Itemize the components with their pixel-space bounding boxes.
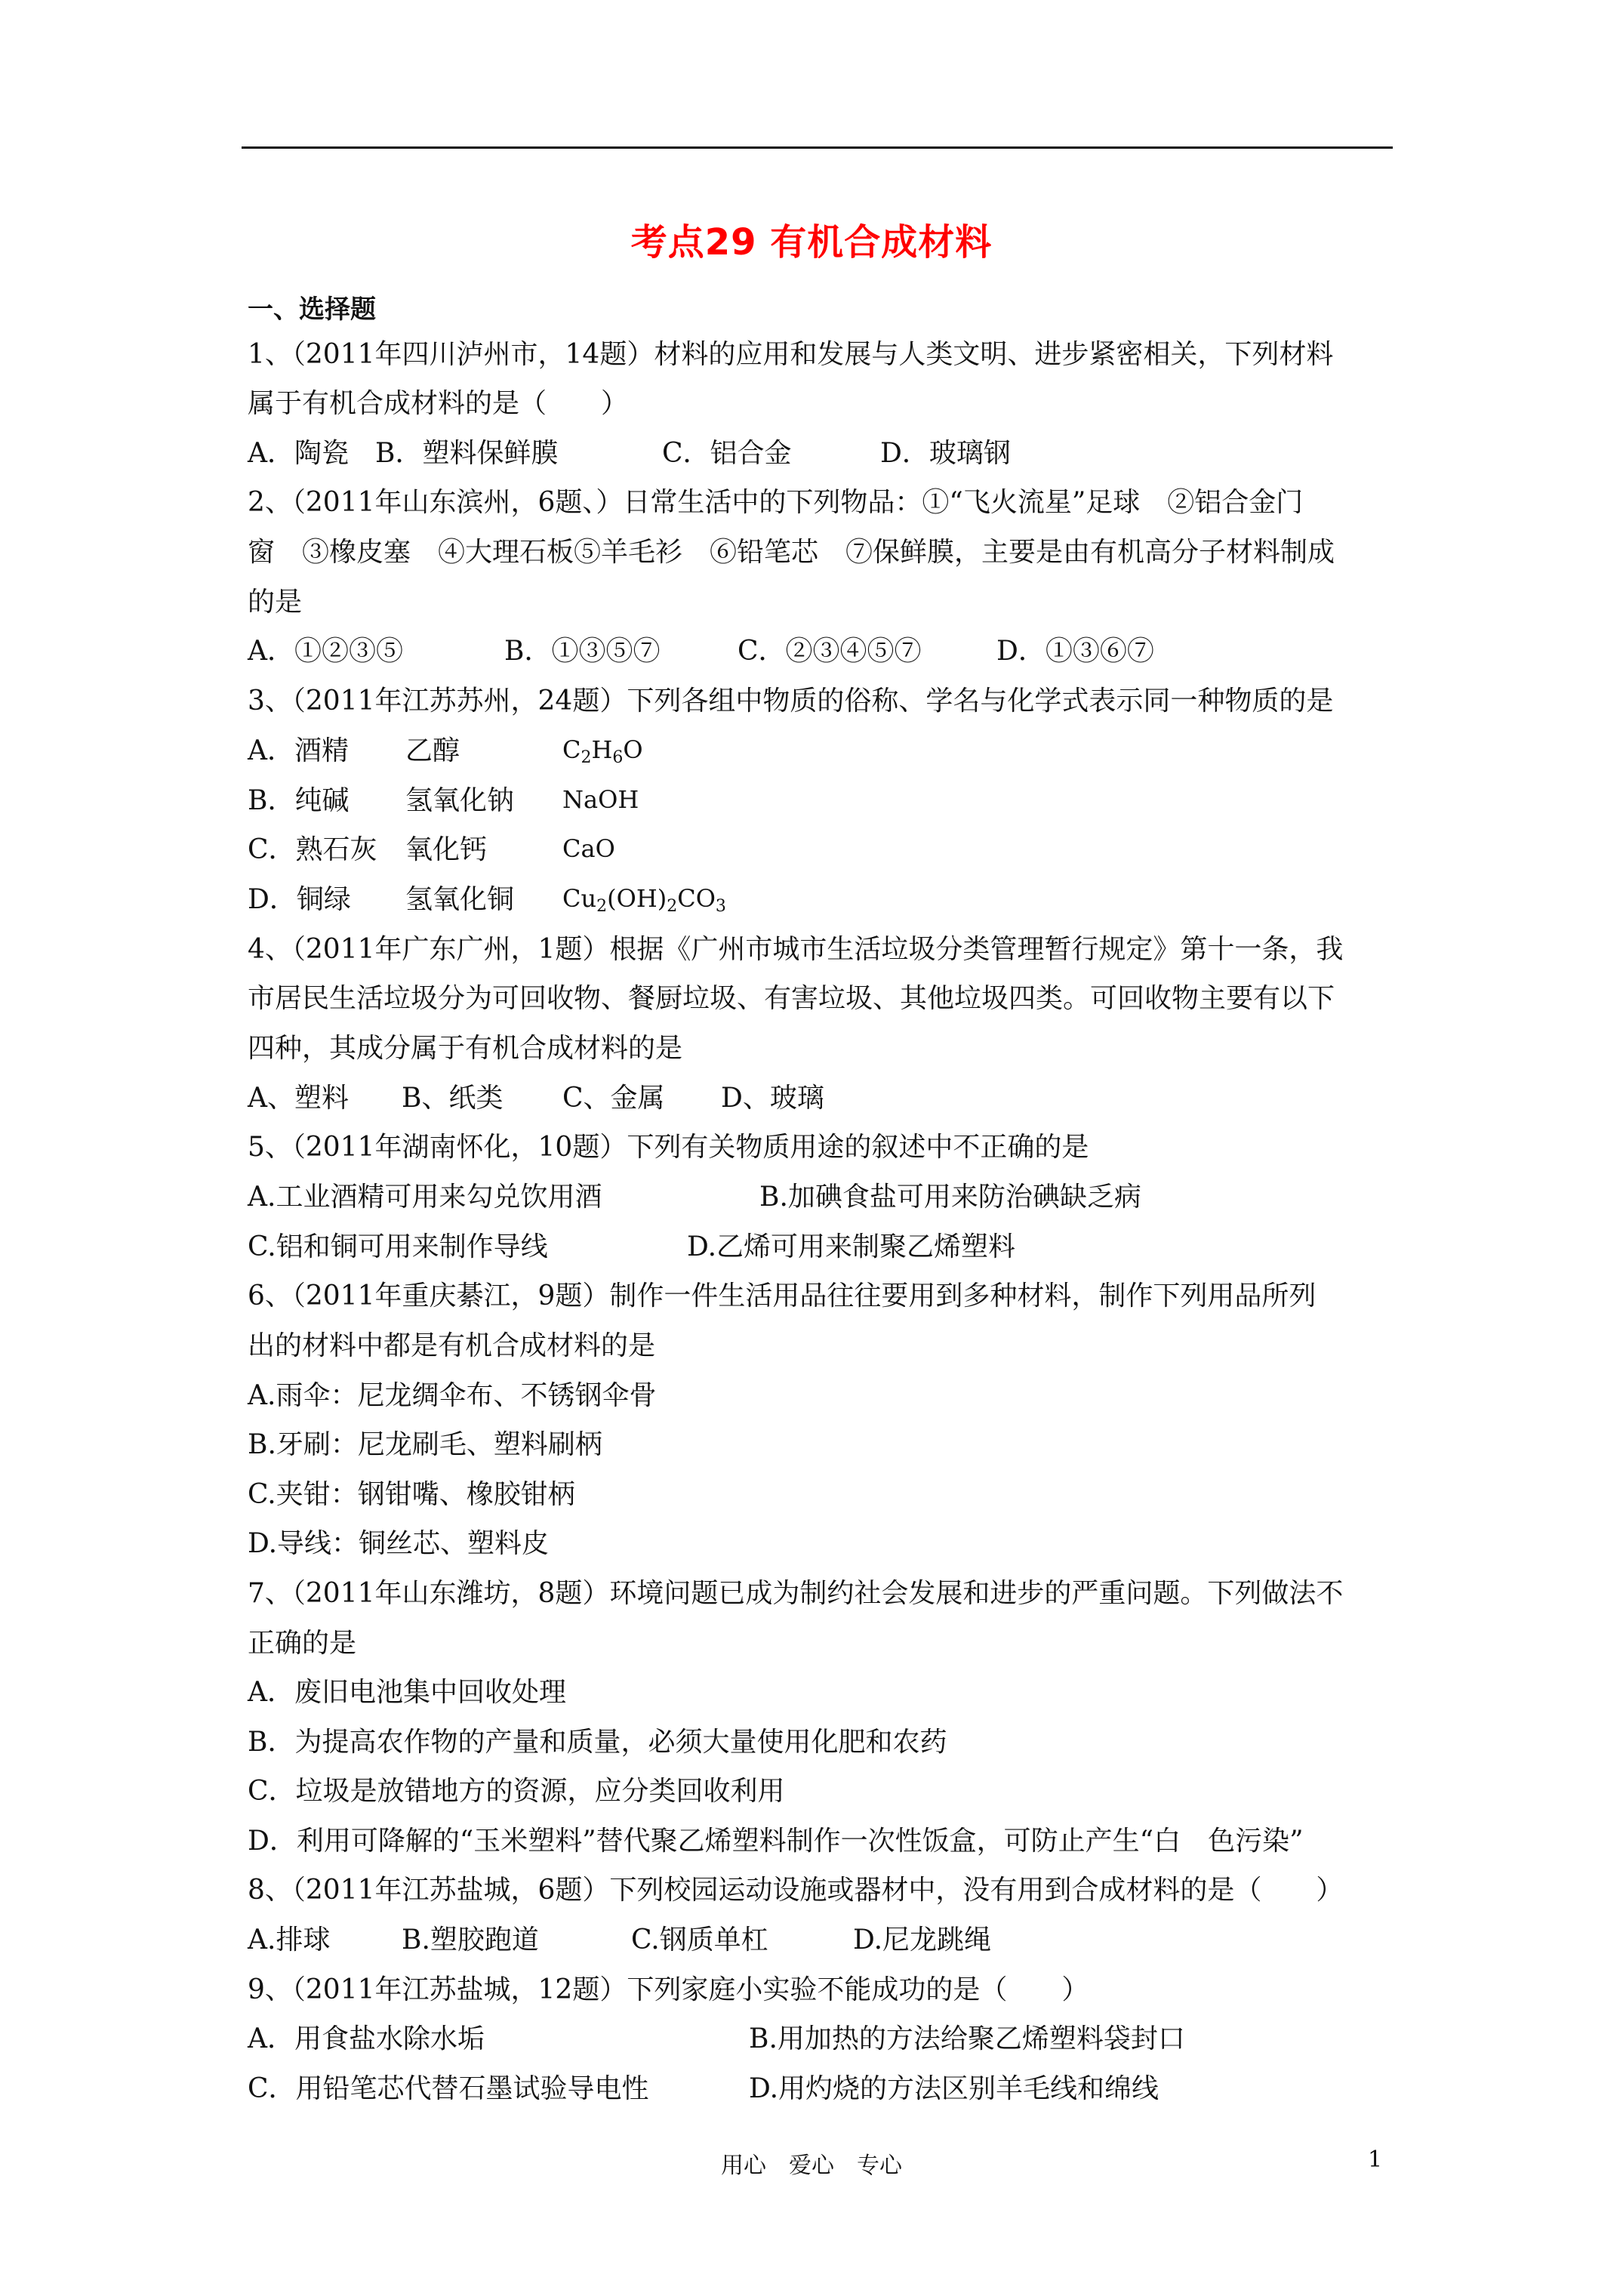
q8-option-d: D.尼龙跳绳 xyxy=(853,1925,992,1955)
question-8-line-1: 8、（2011年江苏盐城，6题）下列校园运动设施或器材中，没有用到合成材料的是（ ） xyxy=(248,1875,1344,1906)
q2-option-b: B．①③⑤⑦ xyxy=(504,636,661,667)
q8-option-a: A.排球 xyxy=(248,1925,331,1955)
q7-option-a: A．废旧电池集中回收处理 xyxy=(248,1677,566,1708)
question-5-line-1: 5、（2011年湖南怀化，10题）下列有关物质用途的叙述中不正确的是 xyxy=(248,1132,1089,1163)
footer-motto: 用心 爱心 专心 xyxy=(721,2153,902,2179)
question-2-line-3: 的是 xyxy=(248,587,303,618)
q5-option-d: D.乙烯可用来制聚乙烯塑料 xyxy=(687,1231,1016,1262)
question-6-line-1: 6、（2011年重庆綦江，9题）制作一件生活用品往往要用到多种材料，制作下列用品所列 xyxy=(248,1281,1317,1311)
q3-formula-b: NaOH xyxy=(562,785,639,814)
question-9-line-1: 9、（2011年江苏盐城，12题）下列家庭小实验不能成功的是（ ） xyxy=(248,1974,1089,2005)
question-1-line-2: 属于有机合成材料的是（ ） xyxy=(248,388,629,419)
q6-option-b: B.牙刷：尼龙刷毛、塑料刷柄 xyxy=(248,1429,602,1460)
q3-name-c: 氧化钙 xyxy=(405,834,488,865)
q2-option-d: D．①③⑥⑦ xyxy=(996,636,1154,667)
q6-option-a: A.雨伞：尼龙绸伞布、不锈钢伞骨 xyxy=(248,1380,657,1411)
q3-formula-d: $Cu_2(OH)_2CO_3$ xyxy=(562,884,726,916)
question-4-line-3: 四种，其成分属于有机合成材料的是 xyxy=(248,1033,683,1064)
question-7-line-2: 正确的是 xyxy=(248,1628,357,1659)
header-rule xyxy=(242,146,1393,149)
q3-option-b: B．纯碱 xyxy=(248,785,350,816)
q1-option-d: D．玻璃钢 xyxy=(880,438,1011,469)
q6-option-c: C.夹钳：钢钳嘴、橡胶钳柄 xyxy=(248,1479,575,1510)
question-4-line-2: 市居民生活垃圾分为可回收物、餐厨垃圾、有害垃圾、其他垃圾四类。可回收物主要有以下 xyxy=(248,983,1335,1014)
question-3-line-1: 3、（2011年江苏苏州，24题）下列各组中物质的俗称、学名与化学式表示同一种物质的是 xyxy=(248,686,1334,717)
q5-option-b: B.加碘食盐可用来防治碘缺乏病 xyxy=(759,1182,1141,1213)
q4-option-d: D、玻璃 xyxy=(721,1083,824,1114)
q3-name-d: 氢氧化铜 xyxy=(405,884,515,915)
q3-option-d: D．铜绿 xyxy=(248,884,351,915)
q2-option-a: A．①②③⑤ xyxy=(248,636,403,667)
q1-option-c: C．铝合金 xyxy=(662,438,792,469)
q6-option-d: D.导线：铜丝芯、塑料皮 xyxy=(248,1528,550,1559)
q3-option-c: C．熟石灰 xyxy=(248,834,377,865)
q9-option-d: D.用灼烧的方法区别羊毛线和绵线 xyxy=(749,2073,1160,2104)
q4-option-a: A、塑料 xyxy=(248,1083,349,1114)
q4-option-c: C、金属 xyxy=(562,1083,665,1114)
q4-option-b: B、纸类 xyxy=(402,1083,504,1114)
section-title: 一、选择题 xyxy=(248,294,376,325)
q3-option-a: A．酒精 xyxy=(248,735,349,766)
page-title: 考点29 有机合成材料 xyxy=(630,221,993,264)
q5-option-a: A.工业酒精可用来勾兑饮用酒 xyxy=(248,1182,602,1213)
q5-option-c: C.铝和铜可用来制作导线 xyxy=(248,1231,548,1262)
question-6-line-2: 出的材料中都是有机合成材料的是 xyxy=(248,1330,656,1361)
q8-option-c: C.钢质单杠 xyxy=(631,1925,768,1955)
q3-formula-c: CaO xyxy=(562,834,615,863)
q9-option-c: C．用铅笔芯代替石墨试验导电性 xyxy=(248,2073,649,2104)
q3-name-b: 氢氧化钠 xyxy=(405,785,515,816)
q1-option-b: B．塑料保鲜膜 xyxy=(375,438,559,469)
question-2-line-2: 窗 ③橡皮塞 ④大理石板⑤羊毛衫 ⑥铅笔芯 ⑦保鲜膜，主要是由有机高分子材料制成 xyxy=(248,537,1335,568)
q7-option-c: C．垃圾是放错地方的资源，应分类回收利用 xyxy=(248,1776,785,1807)
question-4-line-1: 4、（2011年广东广州，1题）根据《广州市城市生活垃圾分类管理暂行规定》第十一条，我 xyxy=(248,934,1344,965)
q9-option-a: A．用食盐水除水垢 xyxy=(248,2023,485,2054)
question-2-line-1: 2、（2011年山东滨州，6题、）日常生活中的下列物品：①“飞火流星”足球 ②铝合金门 xyxy=(248,487,1304,518)
q7-option-b: B．为提高农作物的产量和质量，必须大量使用化肥和农药 xyxy=(248,1727,947,1758)
q8-option-b: B.塑胶跑道 xyxy=(402,1925,539,1955)
question-1-line-1: 1、（2011年四川泸州市，14题）材料的应用和发展与人类文明、进步紧密相关，下列材料 xyxy=(248,339,1334,370)
q2-option-c: C．②③④⑤⑦ xyxy=(738,636,922,667)
page-number: 1 xyxy=(1368,2147,1383,2173)
question-7-line-1: 7、（2011年山东潍坊，8题）环境问题已成为制约社会发展和进步的严重问题。下列做法不 xyxy=(248,1578,1344,1609)
q9-option-b: B.用加热的方法给聚乙烯塑料袋封口 xyxy=(749,2023,1185,2054)
q3-name-a: 乙醇 xyxy=(405,735,460,766)
q3-formula-a: $C_2H_6O$ xyxy=(562,735,643,767)
q1-option-a: A．陶瓷 xyxy=(248,438,349,469)
q7-option-d: D．利用可降解的“玉米塑料”替代聚乙烯塑料制作一次性饭盒，可防止产生“白 色污染” xyxy=(248,1826,1304,1857)
